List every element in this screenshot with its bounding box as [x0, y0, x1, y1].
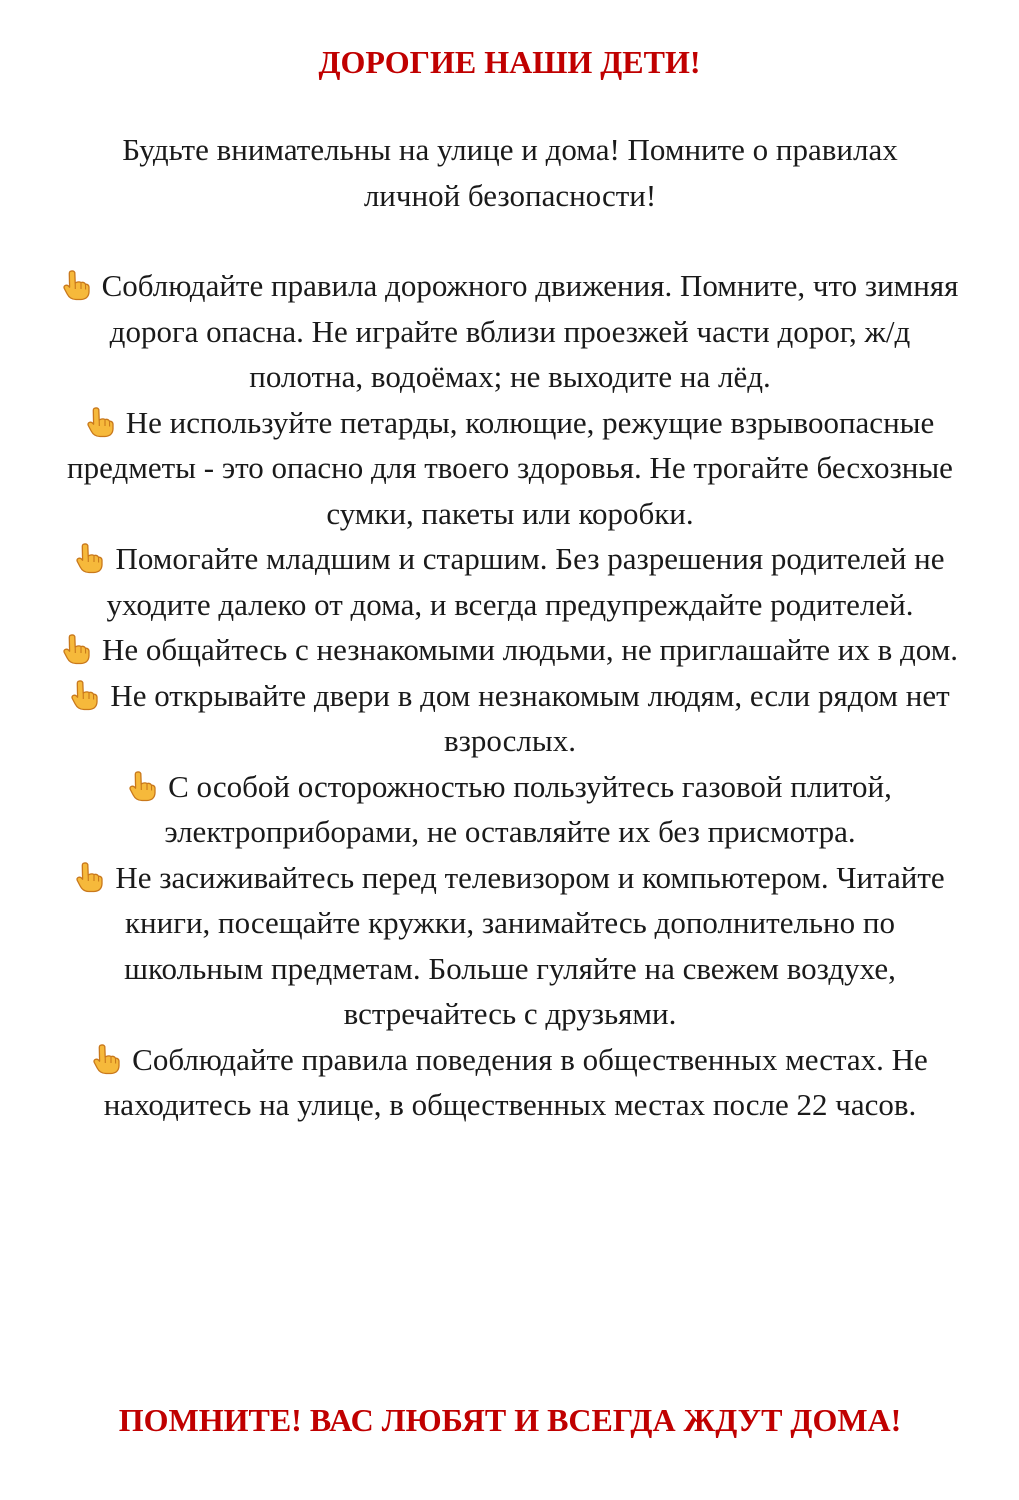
rule-item [60, 536, 960, 627]
rule-text: Не засиживайтесь перед телевизором и компьютером. Читайте книги, посещайте кружки, занимайтесь дополнительно по школьным предметам. Больше гуляйте на свежем воздухе, встречайтесь с друзьями. [115, 859, 945, 1031]
pointing-hand-icon [75, 861, 105, 893]
rule-item [60, 263, 960, 400]
pointing-hand-icon [75, 542, 105, 574]
rule-item [60, 1037, 960, 1128]
pointing-hand-icon [62, 269, 92, 301]
rule-text: Не используйте петарды, колющие, режущие взрывоопасные предметы - это опасно для твоего здоровья. Не трогайте бесхозные сумки, пакеты или коробки. [67, 404, 953, 531]
page-title: ДОРОГИЕ НАШИ ДЕТИ! [318, 44, 701, 80]
pointing-hand-icon [70, 679, 100, 711]
rule-text: Помогайте младшим и старшим. Без разрешения родителей не уходите далеко от дома, и всегда предупреждайте родителей. [106, 541, 945, 622]
rule-text: Не общайтесь с незнакомыми людьми, не приглашайте их в дом. [101, 632, 959, 667]
intro-text: Будьте внимательны на улице и дома! Помните о правилах личной безопасности! [122, 132, 898, 213]
rule-item [60, 627, 960, 673]
rule-text: С особой осторожностью пользуйтесь газовой плитой, электроприборами, не оставляйте их без присмотра. [164, 768, 892, 849]
rule-item [60, 855, 960, 1037]
rule-item [60, 673, 960, 764]
pointing-hand-icon [62, 633, 92, 665]
closing-message: ПОМНИТЕ! ВАС ЛЮБЯТ И ВСЕГДА ЖДУТ ДОМА! [118, 1402, 902, 1438]
rule-item [60, 764, 960, 855]
rule-text: Соблюдайте правила дорожного движения. Помните, что зимняя дорога опасна. Не играйте вблизи проезжей части дорог, ж/д полотна, водоёмах; не выходите на лёд. [101, 268, 959, 394]
rule-text: Соблюдайте правила поведения в общественных местах. Не находитесь на улице, в общественных местах после 22 часов. [103, 1041, 928, 1122]
pointing-hand-icon [92, 1043, 122, 1075]
rule-item [60, 400, 960, 537]
rule-text: Не открывайте двери в дом незнакомым людям, если рядом нет взрослых. [110, 677, 950, 758]
safety-rules-list [60, 263, 960, 1128]
pointing-hand-icon [86, 406, 116, 438]
pointing-hand-icon [128, 770, 158, 802]
